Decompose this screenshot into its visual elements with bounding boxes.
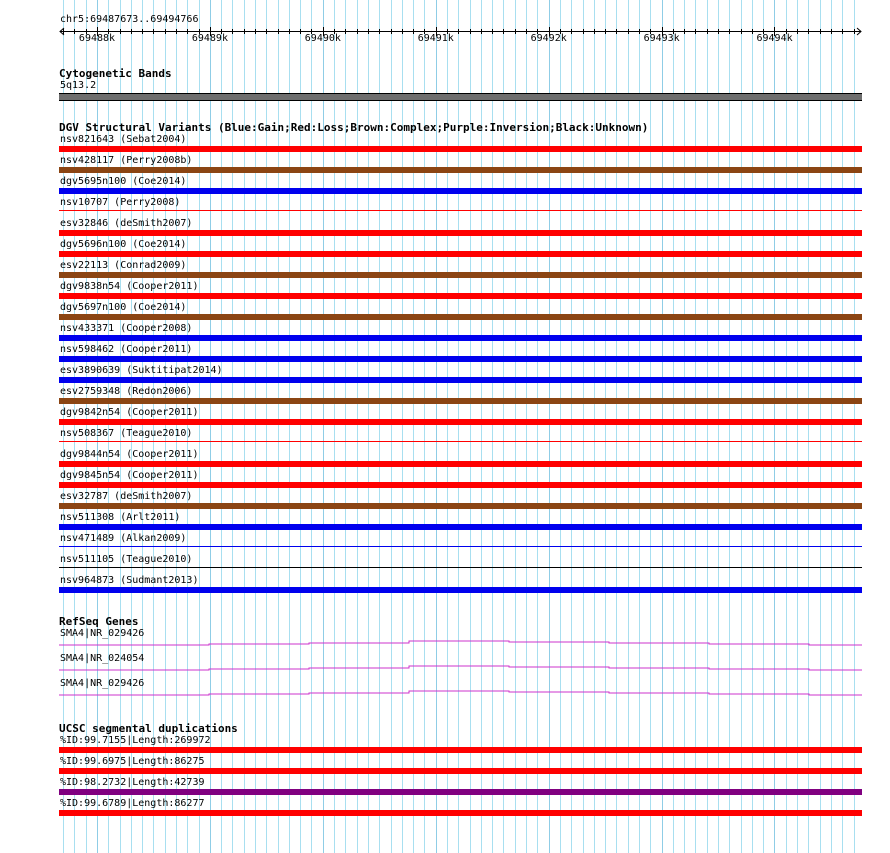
variant-label: nsv964873 (Sudmant2013) — [60, 575, 199, 586]
variant-label: nsv10707 (Perry2008) — [60, 197, 181, 208]
coordinate-label: chr5:69487673..69494766 — [60, 14, 199, 25]
segdup-title: UCSC segmental duplications — [59, 722, 238, 735]
cytoband-bar — [59, 93, 862, 101]
ruler-axis — [0, 0, 890, 60]
variant-label: nsv821643 (Sebat2004) — [60, 134, 187, 145]
segdup-bar[interactable] — [59, 747, 862, 753]
variant-bar[interactable] — [59, 251, 862, 257]
segdup-label: %ID:99.7155|Length:269972 — [60, 735, 211, 746]
variant-bar[interactable] — [59, 335, 862, 341]
variant-label: nsv598462 (Cooper2011) — [60, 344, 193, 355]
cytoband-title: Cytogenetic Bands — [59, 67, 172, 80]
variant-label: nsv508367 (Teague2010) — [60, 428, 193, 439]
dgv-title: DGV Structural Variants (Blue:Gain;Red:Loss;Brown:Complex;Purple:Inversion;Black:Unknown) — [59, 121, 649, 134]
segdup-label: %ID:99.6789|Length:86277 — [60, 798, 205, 809]
variant-bar[interactable] — [59, 546, 862, 547]
tick-label: 69488k — [78, 33, 116, 44]
variant-label: dgv9845n54 (Cooper2011) — [60, 470, 199, 481]
gene-label: SMA4|NR_024054 — [60, 653, 145, 664]
variant-bar[interactable] — [59, 524, 862, 530]
segdup-bar[interactable] — [59, 789, 862, 795]
gene-label: SMA4|NR_029426 — [60, 678, 145, 689]
variant-label: esv32846 (deSmith2007) — [60, 218, 193, 229]
variant-bar[interactable] — [59, 419, 862, 425]
tick-label: 69489k — [191, 33, 228, 44]
variant-label: esv3890639 (Suktitipat2014) — [60, 365, 223, 376]
variant-label: esv22113 (Conrad2009) — [60, 260, 187, 271]
cytoband-label: 5q13.2 — [60, 80, 97, 91]
segdup-label: %ID:98.2732|Length:42739 — [60, 777, 205, 788]
gene-model[interactable] — [59, 640, 862, 648]
variant-bar[interactable] — [59, 146, 862, 152]
tick-label: 69494k — [756, 33, 793, 44]
variant-label: dgv9844n54 (Cooper2011) — [60, 449, 199, 460]
variant-bar[interactable] — [59, 210, 862, 211]
variant-label: nsv428117 (Perry2008b) — [60, 155, 193, 166]
variant-bar[interactable] — [59, 272, 862, 278]
variant-label: nsv511105 (Teague2010) — [60, 554, 193, 565]
variant-bar[interactable] — [59, 188, 862, 194]
tick-label: 69492k — [530, 33, 567, 44]
variant-label: dgv9842n54 (Cooper2011) — [60, 407, 199, 418]
gene-line — [59, 691, 862, 695]
variant-bar[interactable] — [59, 567, 862, 568]
variant-bar[interactable] — [59, 398, 862, 404]
variant-bar[interactable] — [59, 230, 862, 236]
gene-line — [59, 666, 862, 670]
tick-label: 69493k — [643, 33, 680, 44]
refseq-title: RefSeq Genes — [59, 615, 139, 628]
variant-label: dgv5697n100 (Coe2014) — [60, 302, 187, 313]
segdup-bar[interactable] — [59, 768, 862, 774]
variant-bar[interactable] — [59, 503, 862, 509]
variant-label: dgv9838n54 (Cooper2011) — [60, 281, 199, 292]
variant-bar[interactable] — [59, 441, 862, 442]
variant-bar[interactable] — [59, 377, 862, 383]
variant-bar[interactable] — [59, 167, 862, 173]
tick-label: 69491k — [417, 33, 454, 44]
variant-label: esv32787 (deSmith2007) — [60, 491, 193, 502]
segdup-label: %ID:99.6975|Length:86275 — [60, 756, 205, 767]
gene-label: SMA4|NR_029426 — [60, 628, 145, 639]
ruler — [0, 0, 890, 60]
gene-model[interactable] — [59, 690, 862, 698]
variant-label: nsv471489 (Alkan2009) — [60, 533, 187, 544]
variant-bar[interactable] — [59, 293, 862, 299]
gene-line — [59, 641, 862, 645]
tick-label: 69490k — [304, 33, 341, 44]
variant-label: dgv5696n100 (Coe2014) — [60, 239, 187, 250]
variant-label: esv2759348 (Redon2006) — [60, 386, 193, 397]
variant-label: dgv5695n100 (Coe2014) — [60, 176, 187, 187]
variant-bar[interactable] — [59, 482, 862, 488]
variant-bar[interactable] — [59, 356, 862, 362]
variant-label: nsv511308 (Arlt2011) — [60, 512, 181, 523]
variant-bar[interactable] — [59, 314, 862, 320]
gene-model[interactable] — [59, 665, 862, 673]
variant-label: nsv433371 (Cooper2008) — [60, 323, 193, 334]
segdup-bar[interactable] — [59, 810, 862, 816]
variant-bar[interactable] — [59, 461, 862, 467]
variant-bar[interactable] — [59, 587, 862, 593]
